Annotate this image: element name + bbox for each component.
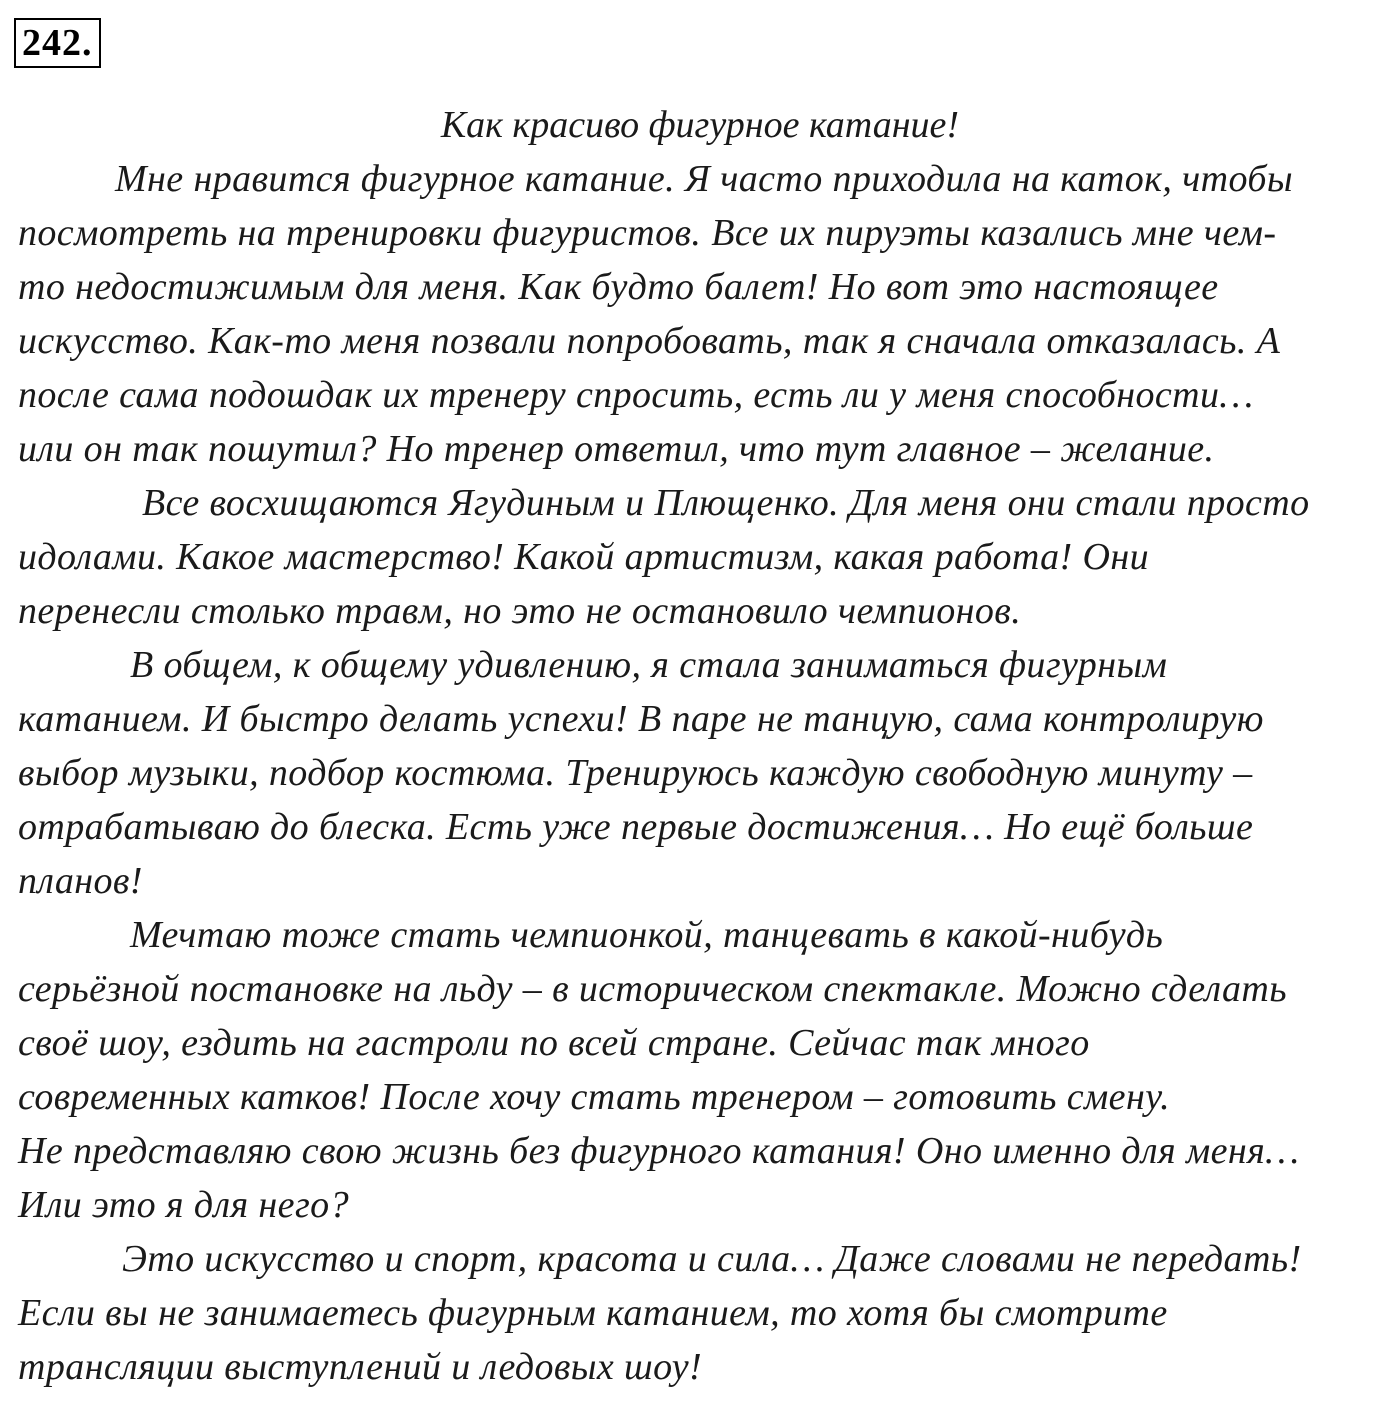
text-line: то недостижимым для меня. Как будто балет! Но вот это настоящее [18, 266, 1219, 308]
text-line: идолами. Какое мастерство! Какой артистизм, какая работа! Они [18, 536, 1150, 578]
text-line: выбор музыки, подбор костюма. Тренируюсь каждую свободную минуту – [18, 752, 1253, 794]
text-line: Если вы не занимаетесь фигурным катанием, то хотя бы смотрите [18, 1292, 1168, 1334]
text-line: перенесли столько травм, но это не остановило чемпионов. [18, 590, 1022, 632]
text-line: Мне нравится фигурное катание. Я часто приходила на каток, чтобы [115, 158, 1294, 200]
text-line: своё шоу, ездить на гастроли по всей стране. Сейчас так много [18, 1022, 1090, 1064]
text-line: катанием. И быстро делать успехи! В паре не танцую, сама контролирую [18, 698, 1264, 740]
text-line: искусство. Как-то меня позвали попробовать, так я сначала отказалась. А [18, 320, 1281, 362]
exercise-number: 242. [14, 18, 101, 68]
text-line: после сама подошдак их тренеру спросить, есть ли у меня способности… [18, 374, 1254, 416]
text-line: Все восхищаются Ягудиным и Плющенко. Для меня они стали просто [142, 482, 1310, 524]
text-line: Это искусство и спорт, красота и сила… Даже словами не передать! [122, 1238, 1302, 1280]
text-line: посмотреть на тренировки фигуристов. Все их пируэты казались мне чем- [18, 212, 1277, 254]
text-line: Мечтаю тоже стать чемпионкой, танцевать в какой-нибудь [130, 914, 1164, 956]
text-line: отрабатываю до блеска. Есть уже первые достижения… Но ещё больше [18, 806, 1254, 848]
text-line: современных катков! После хочу стать тренером – готовить смену. [18, 1076, 1170, 1118]
text-title: Как красиво фигурное катание! [440, 104, 960, 146]
text-line: Или это я для него? [18, 1184, 349, 1226]
text-line: трансляции выступлений и ледовых шоу! [18, 1346, 703, 1388]
text-line: В общем, к общему удивлению, я стала заниматься фигурным [130, 644, 1168, 686]
text-line: или он так пошутил? Но тренер ответил, что тут главное – желание. [18, 428, 1215, 470]
text-line: Не представляю свою жизнь без фигурного катания! Оно именно для меня… [18, 1130, 1300, 1172]
text-line: планов! [18, 860, 143, 902]
text-line: серьёзной постановке на льду – в историческом спектакле. Можно сделать [18, 968, 1287, 1010]
